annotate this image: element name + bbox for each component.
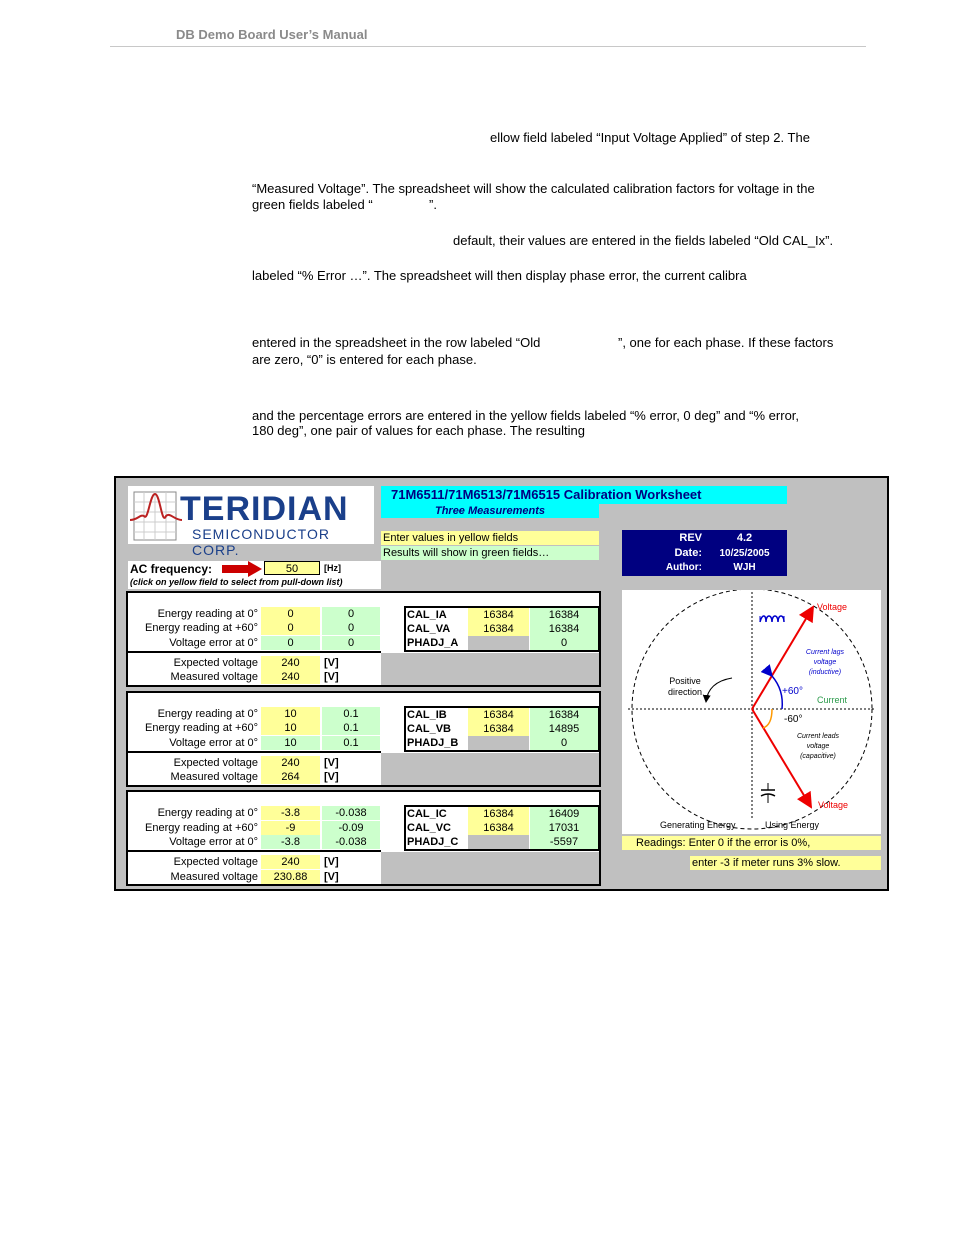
divider [128, 850, 381, 852]
cal-label: PHADJ_C [407, 836, 459, 848]
result-field: 14895 [530, 722, 598, 736]
input-field[interactable]: 240 [261, 855, 320, 869]
result-field: 17031 [530, 821, 598, 835]
result-field: 0 [261, 636, 320, 650]
leads-line: (capacitive) [800, 753, 836, 760]
rev-box [622, 530, 787, 576]
paragraph-line: ellow field labeled “Input Voltage Applied” of step 2. The [490, 130, 810, 145]
unit-label: [V] [324, 856, 339, 868]
divider [128, 651, 381, 653]
input-field[interactable]: 230.88 [261, 870, 320, 884]
input-field[interactable]: 16384 [468, 722, 529, 736]
result-field: -0.038 [322, 835, 380, 849]
input-field[interactable]: 16384 [468, 622, 529, 636]
input-field[interactable]: 16384 [468, 821, 529, 835]
phasor-diagram [622, 590, 881, 834]
cal-label: PHADJ_B [407, 737, 459, 749]
empty-cell [468, 736, 529, 750]
cal-label: CAL_IC [407, 808, 447, 820]
legend-results: Results will show in green fields… [381, 546, 599, 560]
input-field[interactable]: 264 [261, 770, 320, 784]
input-field[interactable]: 16384 [468, 608, 529, 622]
gray-fill [381, 753, 599, 785]
author-value: WJH [733, 562, 756, 573]
row-label: Measured voltage [170, 871, 258, 883]
result-field: 0 [530, 736, 598, 750]
result-field: 0 [322, 636, 380, 650]
input-field[interactable]: 16384 [468, 708, 529, 722]
lags-line: (inductive) [808, 669, 842, 676]
result-field: 16384 [530, 622, 598, 636]
unit-label: [V] [324, 671, 339, 683]
pos-line: Positive [669, 676, 701, 686]
input-field[interactable]: 16384 [468, 807, 529, 821]
paragraph-line: 180 deg”, one pair of values for each phase. The resulting [252, 423, 585, 438]
label-voltage-bottom: Voltage [818, 800, 849, 810]
unit-label: [V] [324, 657, 339, 669]
input-field[interactable]: 240 [261, 656, 320, 670]
legend-enter: Enter values in yellow fields [381, 531, 599, 545]
input-field[interactable]: 10 [261, 721, 320, 735]
paragraph-line: ”. [429, 197, 437, 212]
result-field: 0 [322, 607, 380, 621]
paragraph-line: ”, one for each phase. If these factors [618, 335, 834, 350]
cal-label: CAL_IB [407, 709, 447, 721]
empty-cell [468, 835, 529, 849]
worksheet-subtitle: Three Measurements [381, 504, 599, 518]
running-header: DB Demo Board User’s Manual [176, 27, 368, 42]
result-field: 16384 [530, 708, 598, 722]
phasor-diagram-graphic [622, 590, 881, 834]
result-field: 0 [322, 621, 380, 635]
row-label: Expected voltage [173, 757, 258, 769]
unit-label: [V] [324, 771, 339, 783]
row-label: Energy reading at 0° [157, 608, 258, 620]
label-using-energy: Using Energy [765, 820, 820, 830]
teridian-logo [128, 486, 374, 558]
result-field: -5597 [530, 835, 598, 849]
row-label: Voltage error at 0° [169, 737, 258, 749]
rev-label: REV [679, 532, 702, 544]
leads-line: voltage [806, 743, 830, 750]
paragraph-line: labeled “% Error …”. The spreadsheet will then display phase error, the current calibra [252, 268, 747, 283]
label-generating-energy: Generating Energy [660, 820, 736, 830]
row-label: Energy reading at 0° [157, 807, 258, 819]
ac-frequency-note: (click on yellow field to select from pull-down list) [130, 577, 343, 587]
ac-frequency-label: AC frequency: [130, 562, 213, 576]
input-field[interactable]: -3.8 [261, 806, 320, 820]
arrow-right-icon [220, 561, 264, 577]
result-field: 0.1 [322, 736, 380, 750]
lags-line: Current lags [805, 649, 845, 656]
label-minus60: -60° [784, 714, 803, 725]
result-field: 16384 [530, 608, 598, 622]
logo-wordmark: TERIDIAN [180, 490, 349, 528]
result-field: -0.038 [322, 806, 380, 820]
ac-frequency-panel [128, 561, 381, 589]
header-rule [110, 46, 866, 47]
label-current: Current [817, 695, 848, 705]
input-field[interactable]: 240 [261, 670, 320, 684]
paragraph-line: default, their values are entered in the fields labeled “Old CAL_Ix”. [453, 233, 834, 248]
gray-fill [381, 852, 599, 884]
ac-frequency-unit: [Hz] [324, 563, 341, 573]
label-current-lags [787, 648, 863, 678]
row-label: Energy reading at 0° [157, 708, 258, 720]
row-label: Voltage error at 0° [169, 637, 258, 649]
paragraph-line: and the percentage errors are entered in the yellow fields labeled “% error, 0 deg” and “% error, [252, 408, 800, 423]
input-field[interactable]: 10 [261, 707, 320, 721]
label-current-leads [780, 732, 856, 762]
row-label: Measured voltage [170, 771, 258, 783]
rev-value: 4.2 [736, 532, 753, 544]
paragraph-line: are zero, “0” is entered for each phase. [252, 352, 477, 367]
divider [128, 751, 381, 753]
input-field[interactable]: 0 [261, 607, 320, 621]
label-positive-direction [660, 676, 710, 698]
result-field: 0.1 [322, 707, 380, 721]
logo-subtitle: SEMICONDUCTOR CORP. [192, 526, 330, 558]
worksheet-title: 71M6511/71M6513/71M6515 Calibration Worksheet [381, 486, 787, 504]
readings-note-2: enter -3 if meter runs 3% slow. [690, 856, 881, 870]
result-field: -0.09 [322, 821, 380, 835]
author-label: Author: [665, 562, 702, 573]
result-field: 16409 [530, 807, 598, 821]
label-plus60: +60° [782, 686, 803, 697]
cal-label: CAL_VB [407, 723, 452, 735]
readings-note-1: Readings: Enter 0 if the error is 0%, [622, 836, 881, 850]
row-label: Energy reading at +60° [145, 722, 258, 734]
label-voltage-top: Voltage [817, 602, 848, 612]
cal-label: CAL_IA [407, 609, 447, 621]
ac-frequency-input[interactable]: 50 [264, 561, 320, 575]
input-field[interactable]: 240 [261, 756, 320, 770]
input-field[interactable]: -9 [261, 821, 320, 835]
gray-fill [381, 653, 599, 685]
result-field: 0 [530, 636, 598, 650]
date-value: 10/25/2005 [719, 548, 770, 559]
date-label: Date: [674, 547, 702, 559]
cal-label: PHADJ_A [407, 637, 459, 649]
cal-label: CAL_VC [407, 822, 452, 834]
result-field: -3.8 [261, 835, 320, 849]
result-field: 10 [261, 736, 320, 750]
leads-line: Current leads [796, 733, 840, 740]
result-field: 0.1 [322, 721, 380, 735]
row-label: Energy reading at +60° [145, 622, 258, 634]
row-label: Expected voltage [173, 856, 258, 868]
paragraph-line: green fields labeled “ [252, 197, 373, 212]
input-field[interactable]: 0 [261, 621, 320, 635]
row-label: Expected voltage [173, 657, 258, 669]
lags-line: voltage [813, 659, 837, 666]
cal-label: CAL_VA [407, 623, 451, 635]
row-label: Voltage error at 0° [169, 836, 258, 848]
paragraph-line: entered in the spreadsheet in the row labeled “Old [252, 335, 541, 350]
row-label: Energy reading at +60° [145, 822, 258, 834]
calibration-worksheet [114, 476, 889, 891]
row-label: Measured voltage [170, 671, 258, 683]
unit-label: [V] [324, 871, 339, 883]
paragraph-line: “Measured Voltage”. The spreadsheet will show the calculated calibration factors for voltage in the [252, 181, 815, 196]
empty-cell [468, 636, 529, 650]
pos-line: direction [667, 687, 703, 697]
unit-label: [V] [324, 757, 339, 769]
